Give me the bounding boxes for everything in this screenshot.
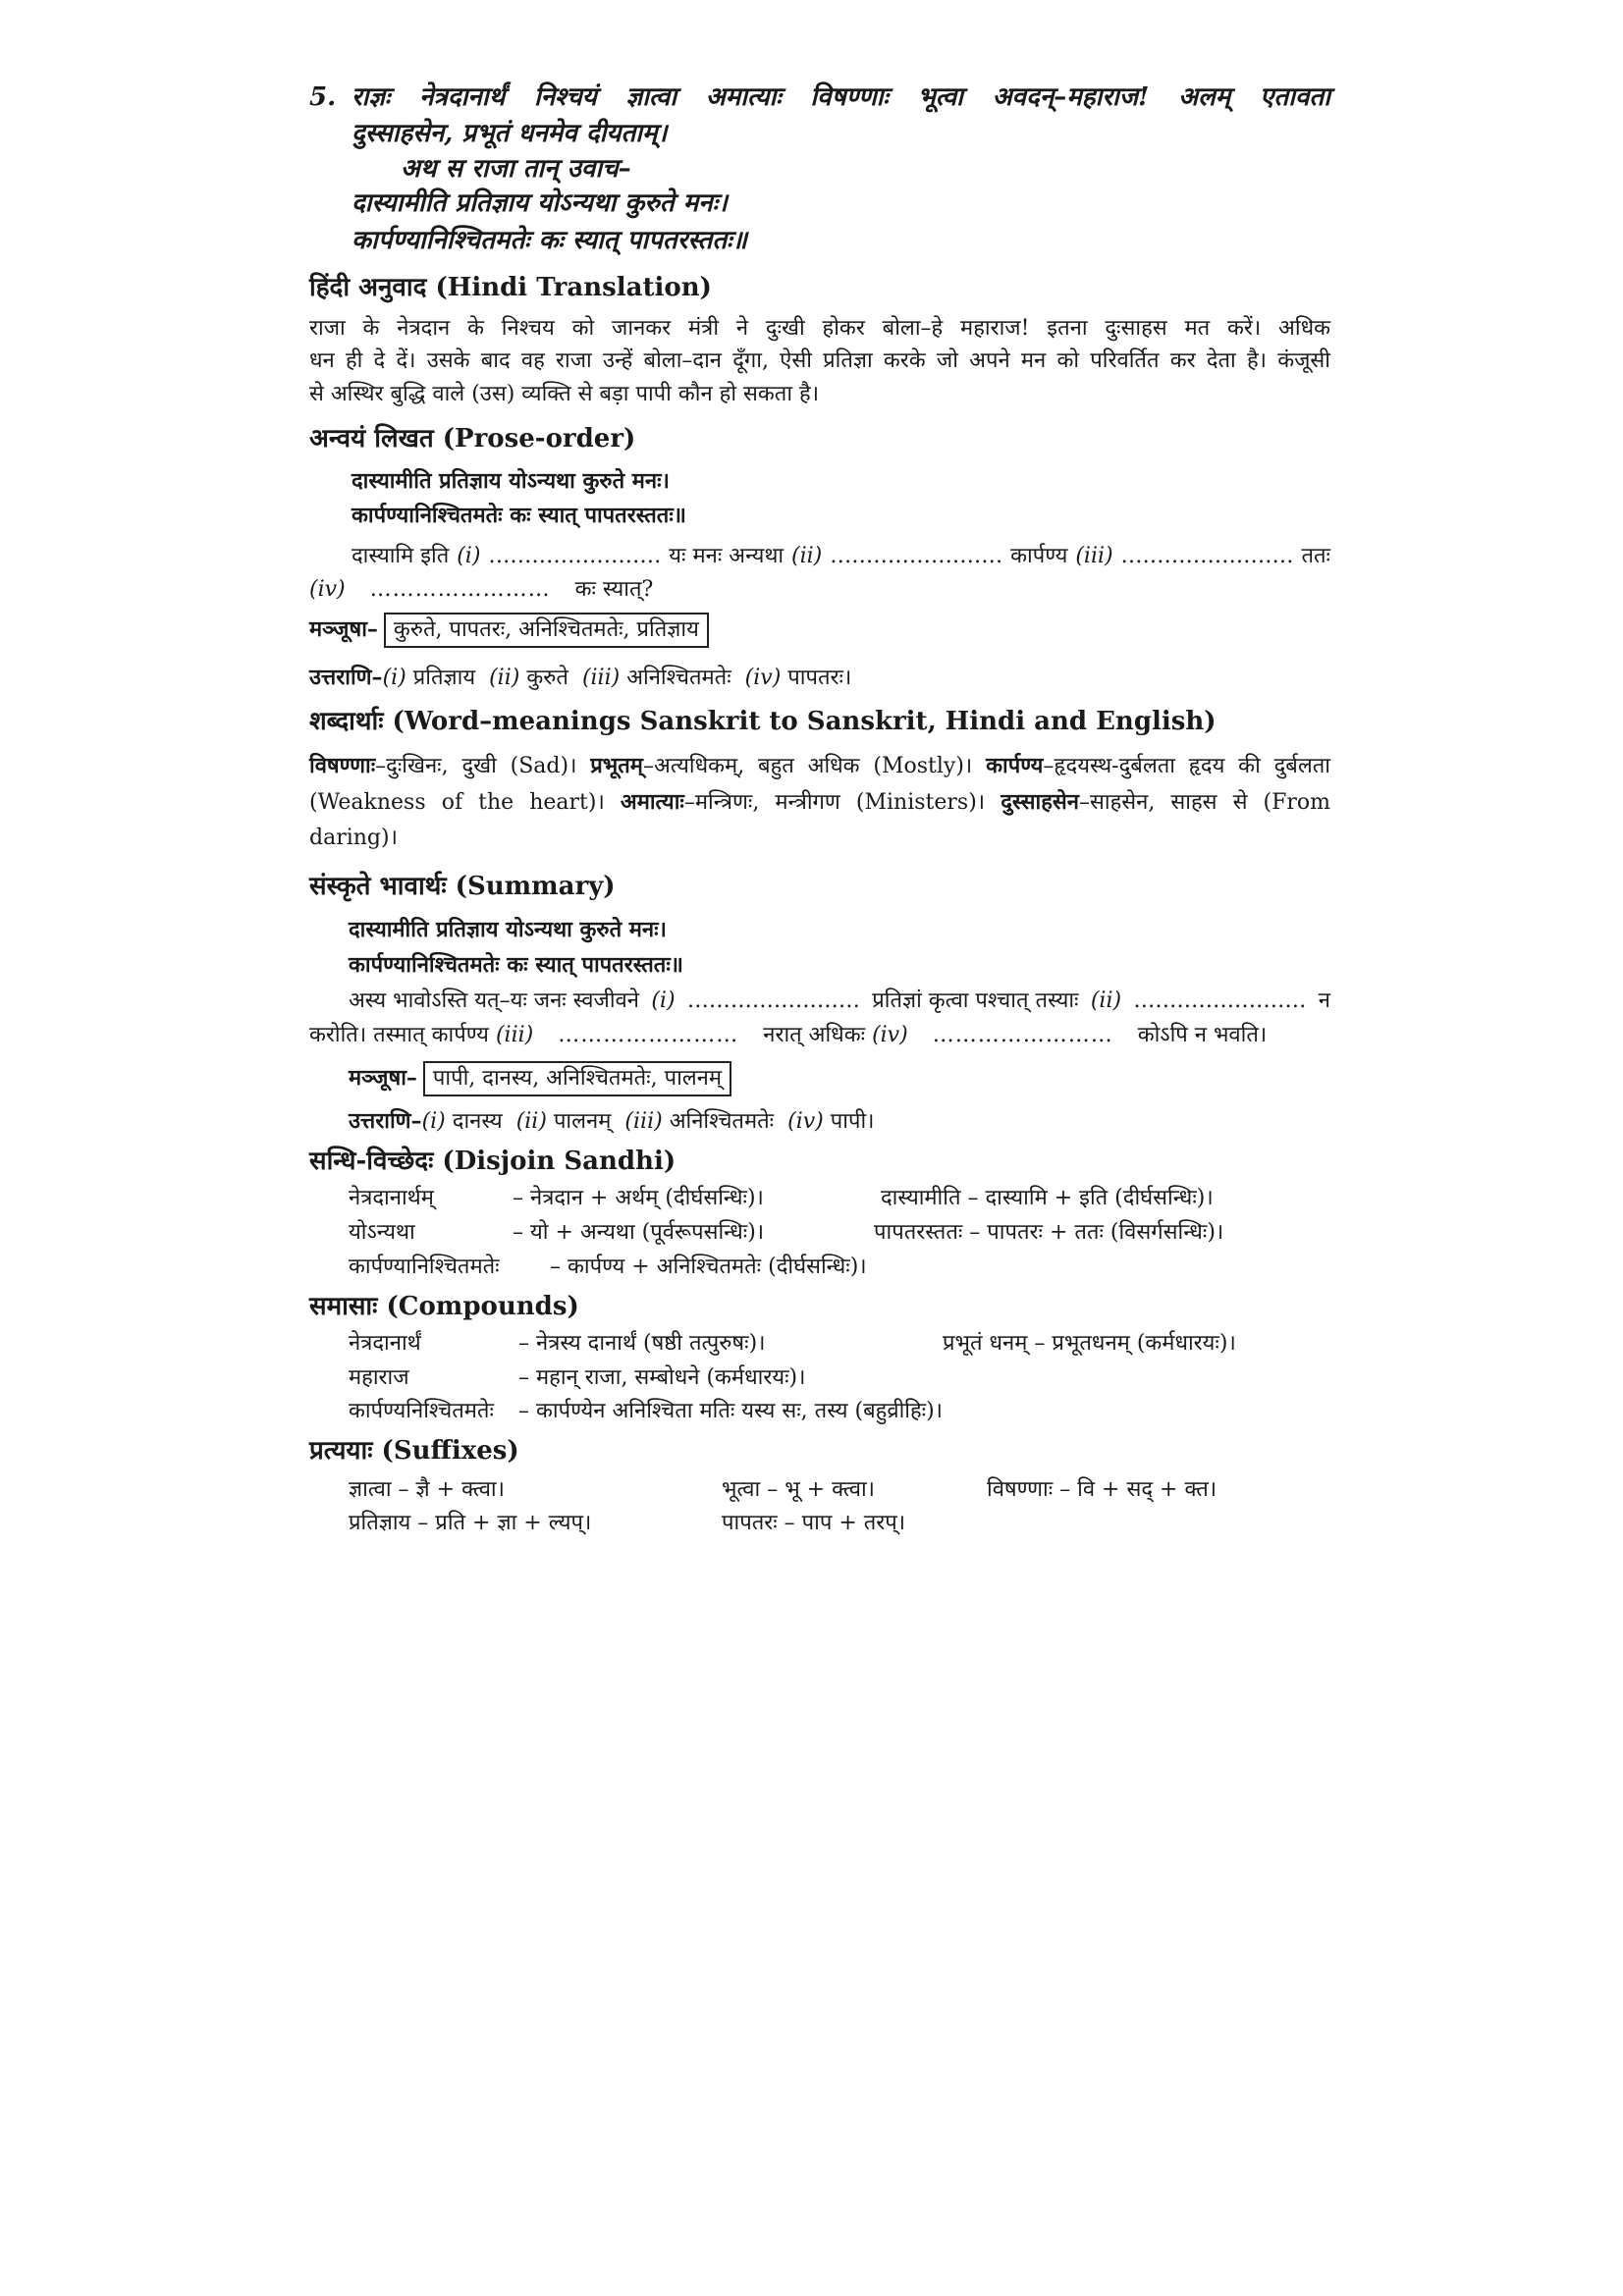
blank-number: (ii)	[791, 544, 823, 568]
section-heading-summary: संस्कृते भावार्थः (Summary)	[309, 872, 616, 901]
compound-entry: प्रभूतं धनम् – प्रभूतधनम् (कर्मधारयः)।	[943, 1331, 1236, 1356]
shloka-line: कार्पण्यानिश्चितमतेः कः स्यात् पापतरस्ततः॥	[349, 952, 683, 978]
text: यः मनः अन्यथा	[669, 544, 784, 568]
blank-dots: ……………………	[369, 577, 551, 602]
answer: पालनम्	[553, 1109, 612, 1134]
suffix-entry: भूत्वा – भू + क्त्वा।	[722, 1477, 875, 1502]
text: प्रतिज्ञां कृत्वा पश्चात् तस्याः	[872, 988, 1079, 1013]
answer: अनिश्चितमतेः	[626, 666, 731, 690]
manjusha	[309, 613, 709, 648]
blank-dots: ……………………	[830, 544, 1003, 568]
fill-blank-line	[352, 542, 1330, 571]
verse-line: अथ स राजा तान् उवाच–	[401, 154, 631, 184]
section-heading-suffixes: प्रत्ययाः (Suffixes)	[309, 1436, 519, 1466]
answer: पापी।	[830, 1109, 875, 1134]
blank-dots: ……………………	[1120, 544, 1294, 568]
text: करोति। तस्मात् कार्पण्य	[309, 1023, 489, 1047]
suffix-entry: प्रतिज्ञाय – प्रति + ज्ञा + ल्यप्।	[349, 1511, 592, 1535]
suffix-entry: विषण्णाः – वि + सद् + क्त।	[987, 1477, 1217, 1502]
word-box: पापी, दानस्य, अनिश्चितमतेः, पालनम्	[423, 1061, 731, 1096]
answer-number: (iii)	[581, 666, 621, 690]
answer: दानस्य	[452, 1109, 503, 1134]
text: ततः	[1301, 544, 1330, 568]
answer: प्रतिज्ञाय	[412, 666, 476, 690]
text: दास्यामि इति	[352, 544, 450, 568]
shloka-line: कार्पण्यानिश्चितमतेः कः स्यात् पापतरस्ततः॥	[352, 226, 747, 255]
meaning: –अत्यधिकम्, बहुत अधिक (Mostly)।	[642, 754, 973, 778]
text: न	[1318, 988, 1330, 1013]
meaning: –मन्त्रिणः, मन्त्रीगण (Ministers)।	[683, 790, 986, 815]
blank-dots: ……………………	[932, 1023, 1113, 1047]
manjusha	[349, 1061, 731, 1096]
answer: कुरुते	[526, 666, 568, 690]
blank-number: (iv)	[872, 1023, 908, 1047]
compound-word: कार्पण्यनिश्चितमतेः	[349, 1399, 494, 1423]
paragraph-line: राजा के नेत्रदान के निश्चय को जानकर मंत्री ने दुःखी होकर बोला–हे महाराज! इतना दुःसाहस मत करें। अधिक	[309, 316, 1330, 341]
shloka-line: दास्यामीति प्रतिज्ञाय योऽन्यथा कुरुते मनः।	[352, 468, 670, 494]
blank-dots: ……………………	[1133, 988, 1307, 1013]
compound-word: महाराज	[349, 1365, 409, 1390]
sandhi-word: योऽन्यथा	[349, 1220, 415, 1245]
answers-label: उत्तराणि–	[309, 665, 383, 690]
word: प्रभूतम्	[590, 753, 643, 778]
answer-number: (iv)	[787, 1109, 824, 1134]
answer-number: (iv)	[744, 666, 782, 690]
blank-number: (iii)	[1075, 544, 1113, 568]
text: कार्पण्य	[1010, 544, 1068, 568]
answer-number: (i)	[421, 1109, 446, 1134]
sandhi-entry: दास्यामीति – दास्यामि + इति (दीर्घसन्धिः)।	[881, 1186, 1214, 1210]
text: नरात् अधिकः	[763, 1023, 866, 1047]
compound-word: नेत्रदानार्थं	[349, 1331, 421, 1356]
section-heading-meanings: शब्दार्थाः (Word–meanings Sanskrit to Sanskrit, Hindi and English)	[309, 707, 1217, 736]
blank-number: (iv)	[309, 577, 346, 602]
word-box: कुरुते, पापतरः, अनिश्चितमतेः, प्रतिज्ञाय	[384, 613, 709, 648]
verse-line: राज्ञः नेत्रदानार्थं निश्चयं ज्ञात्वा अमात्याः विषण्णाः भूत्वा अवदन्–महाराज! अलम् एतावता	[352, 82, 1330, 112]
text: अस्य भावोऽस्ति यत्–यः जनः स्वजीवने	[349, 988, 639, 1013]
blank-number: (iii)	[495, 1023, 534, 1047]
section-heading-hindi: हिंदी अनुवाद (Hindi Translation)	[309, 273, 712, 302]
paragraph-line: धन ही दे दें। उसके बाद वह राजा उन्हें बोला–दान दूँगा, ऐसी प्रतिज्ञा करके जो अपने मन को परिवर्तित कर देता है। कंजूसी	[309, 348, 1330, 373]
meanings-paragraph	[309, 748, 1330, 856]
word: अमात्याः	[620, 789, 684, 815]
sandhi-word: नेत्रदानार्थम्	[349, 1186, 434, 1210]
shloka-line: दास्यामीति प्रतिज्ञाय योऽन्यथा कुरुते मनः।	[349, 917, 667, 942]
answer-number: (ii)	[515, 1109, 547, 1134]
blank-number: (i)	[651, 988, 676, 1013]
word: कार्पण्य	[986, 753, 1044, 778]
blank-dots: ……………………	[488, 544, 662, 568]
answers	[309, 663, 851, 693]
sandhi-entry: पापतरस्ततः – पापतरः + ततः (विसर्गसन्धिः)।	[874, 1220, 1224, 1245]
blank-dots: ……………………	[558, 1023, 739, 1047]
sandhi-split: – कार्पण्य + अनिश्चितमतेः (दीर्घसन्धिः)।	[550, 1255, 867, 1279]
compound-analysis: – कार्पण्येन अनिश्चिता मतिः यस्य सः, तस्य (बहुव्रीहिः)।	[518, 1399, 944, 1423]
fill-blank-line	[309, 575, 653, 605]
blank-dots: ……………………	[686, 988, 860, 1013]
section-heading-prose: अन्वयं लिखत (Prose-order)	[309, 424, 636, 454]
manjusha-label: मञ्जूषा–	[309, 616, 378, 642]
answers-label: उत्तराणि–	[349, 1108, 422, 1134]
manjusha-label: मञ्जूषा–	[349, 1065, 417, 1091]
answer-number: (i)	[382, 666, 406, 690]
sandhi-word: कार्पण्यानिश्चितमतेः	[349, 1255, 500, 1279]
blank-number: (i)	[457, 544, 481, 568]
fill-blank-line	[349, 987, 1330, 1016]
compound-analysis: – नेत्रस्य दानार्थं (षष्ठी तत्पुरुषः)।	[518, 1331, 766, 1356]
text: कोऽपि न भवति।	[1137, 1023, 1268, 1047]
answer-number: (ii)	[489, 666, 520, 690]
blank-number: (ii)	[1090, 988, 1122, 1013]
answer: पापतरः।	[787, 666, 852, 690]
compound-analysis: – महान् राजा, सम्बोधने (कर्मधारयः)।	[518, 1365, 806, 1390]
section-heading-compounds: समासाः (Compounds)	[309, 1292, 579, 1321]
suffix-entry: पापतरः – पाप + तरप्।	[722, 1511, 906, 1535]
answers	[349, 1106, 875, 1137]
verse-line: दुस्साहसेन, प्रभूतं धनमेव दीयताम्।	[352, 119, 668, 148]
sandhi-split: – नेत्रदान + अर्थम् (दीर्घसन्धिः)।	[513, 1186, 764, 1210]
suffix-entry: ज्ञात्वा – ज्ञै + क्त्वा।	[349, 1477, 505, 1502]
word: विषण्णाः	[309, 753, 376, 778]
answer-number: (iii)	[624, 1109, 663, 1134]
answer: अनिश्चितमतेः	[669, 1109, 775, 1134]
paragraph-line: से अस्थिर बुद्धि वाले (उस) व्यक्ति से बड़ा पापी कौन हो सकता है।	[309, 382, 820, 406]
shloka-line: कार्पण्यानिश्चितमतेः कः स्यात् पापतरस्ततः॥	[352, 503, 686, 528]
text: कः स्यात्?	[574, 577, 654, 602]
meaning: –दुःखिनः, दुखी (Sad)।	[375, 754, 577, 778]
meaning: –हृदयस्थ-दुर्बलता हृदय की दुर्बलता (Weakness of the heart)।	[309, 754, 1330, 815]
meaning: –साहसेन, साहस से (From daring)।	[309, 790, 1330, 850]
sandhi-split: – यो + अन्यथा (पूर्वरूपसन्धिः)।	[513, 1220, 765, 1245]
shloka-line: दास्यामीति प्रतिज्ञाय योऽन्यथा कुरुते मनः।	[352, 188, 728, 218]
verse-number: 5.	[309, 82, 337, 112]
word: दुस्साहसेन	[1001, 789, 1079, 815]
fill-blank-line	[309, 1021, 1267, 1050]
section-heading-sandhi: सन्धि-विच्छेदः (Disjoin Sandhi)	[309, 1147, 676, 1176]
